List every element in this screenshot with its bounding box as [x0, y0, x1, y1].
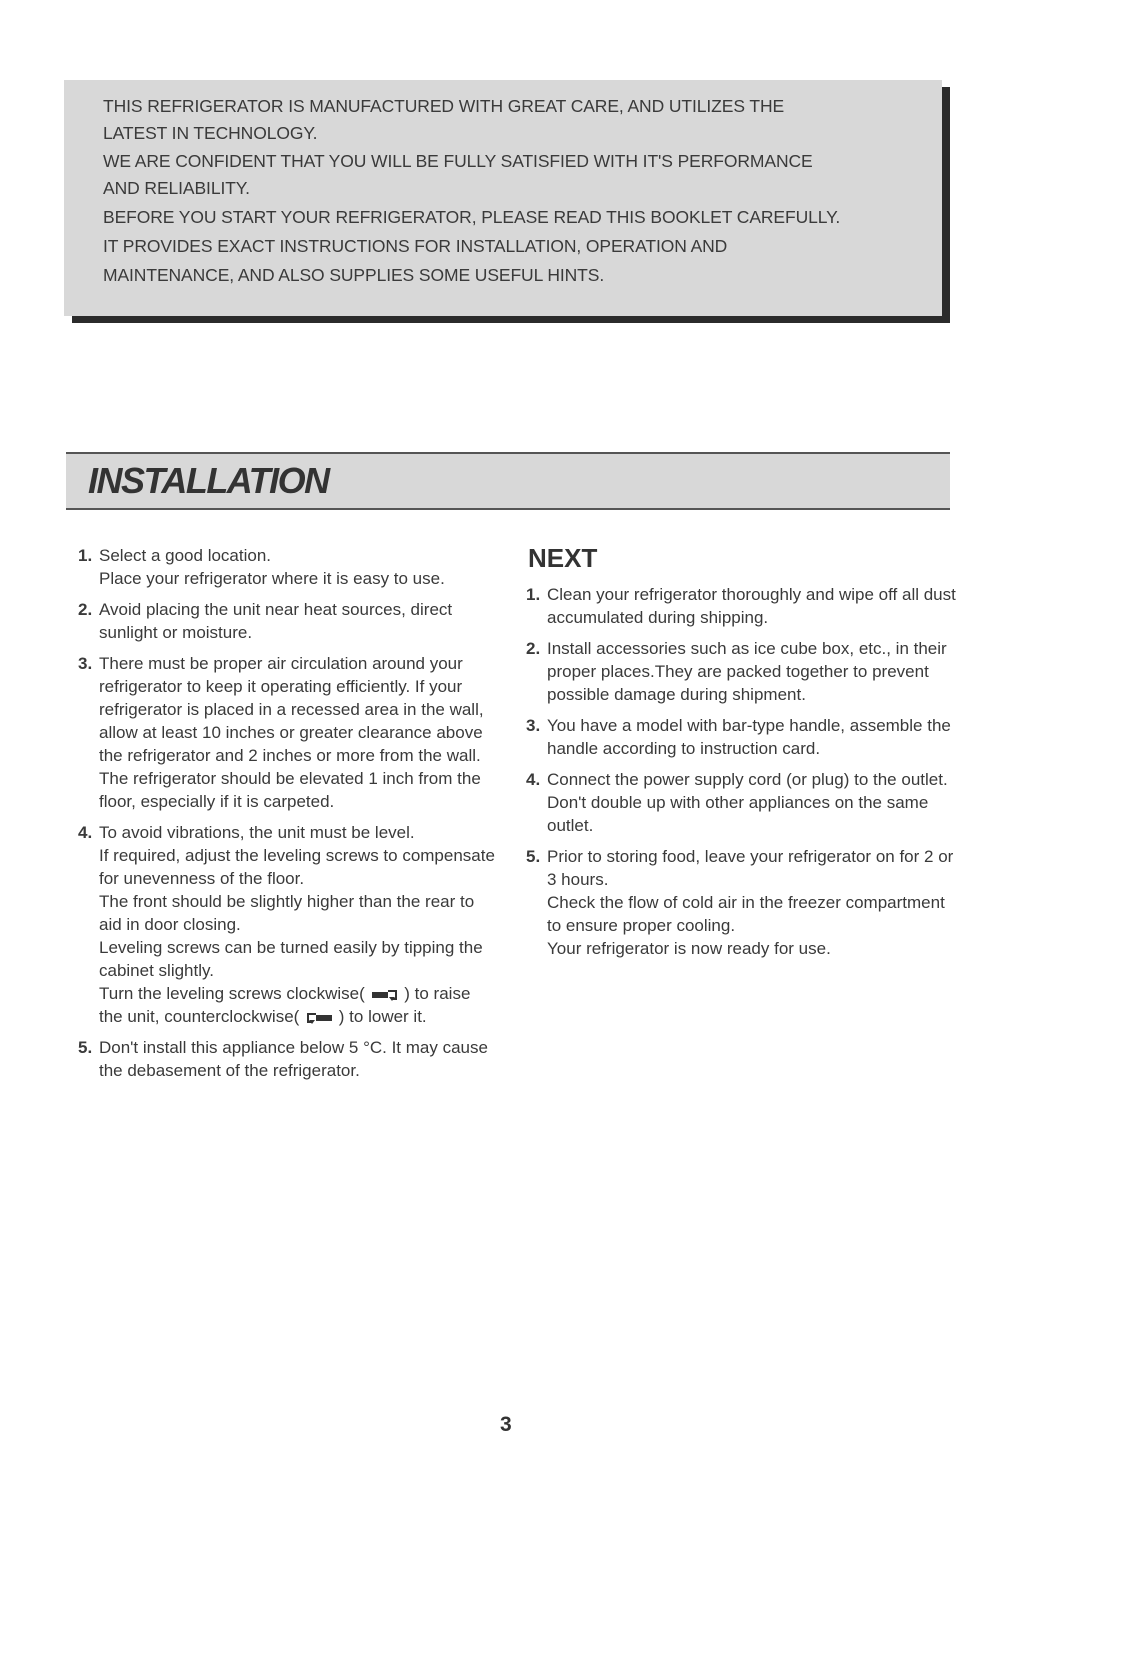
item-number: 4. [78, 823, 93, 842]
intro-line: BEFORE YOU START YOUR REFRIGERATOR, PLEASE READ THIS BOOKLET CAREFULLY. [103, 207, 841, 227]
section-header [66, 452, 950, 510]
installation-steps [78, 544, 498, 1082]
item-text: To avoid vibrations, the unit must be level. If required, adjust the leveling screws to compensate for unevenness of the floor. The front should be slightly higher than the rear to aid in door closing. Leveling screws can be turned easily by tipping the cabinet slightly. [99, 823, 495, 980]
item-text: Turn the leveling screws clockwise( [99, 984, 365, 1003]
clockwise-arrow-icon [370, 988, 400, 1002]
list-item [526, 583, 956, 629]
item-text: Avoid placing the unit near heat sources, direct sunlight or moisture. [99, 600, 453, 642]
list-item [526, 845, 956, 960]
list-item [526, 637, 956, 706]
item-number: 3. [78, 654, 93, 673]
page-number: 3 [500, 1413, 512, 1436]
item-number: 5. [526, 847, 541, 866]
item-number: 4. [526, 770, 541, 789]
intro-line: WE ARE CONFIDENT THAT YOU WILL BE FULLY SATISFIED WITH IT'S PERFORMANCE [103, 151, 813, 171]
item-text: Don't install this appliance below 5 °C. It may cause the debasement of the refrigerator. [99, 1038, 488, 1080]
list-item [78, 821, 498, 1028]
item-number: 3. [526, 716, 541, 735]
item-text: Select a good location. Place your refrigerator where it is easy to use. [99, 546, 445, 588]
item-text: You have a model with bar-type handle, assemble the handle according to instruction card. [547, 716, 951, 758]
intro-line: LATEST IN TECHNOLOGY. [103, 123, 318, 143]
item-number: 2. [78, 600, 93, 619]
item-text: Connect the power supply cord (or plug) to the outlet. Don't double up with other appliances on the same outlet. [547, 770, 948, 835]
list-item [78, 652, 498, 813]
intro-line: IT PROVIDES EXACT INSTRUCTIONS FOR INSTALLATION, OPERATION AND [103, 236, 728, 256]
item-text: Clean your refrigerator thoroughly and wipe off all dust accumulated during shipping. [547, 585, 956, 627]
next-heading: NEXT [528, 543, 598, 573]
list-item [78, 598, 498, 644]
intro-line: THIS REFRIGERATOR IS MANUFACTURED WITH GREAT CARE, AND UTILIZES THE [103, 96, 785, 116]
next-steps [526, 583, 956, 960]
list-item [78, 544, 498, 590]
item-number: 1. [526, 585, 541, 604]
item-number: 2. [526, 639, 541, 658]
counterclockwise-arrow-icon [304, 1011, 334, 1025]
list-item [526, 714, 956, 760]
item-text: ) to raise the unit, counterclockwise( [99, 984, 471, 1026]
intro-notice-box [64, 80, 942, 316]
list-item [78, 1036, 498, 1082]
intro-line: MAINTENANCE, AND ALSO SUPPLIES SOME USEFUL HINTS. [103, 265, 605, 285]
section-title: INSTALLATION [88, 460, 329, 501]
list-item [526, 768, 956, 837]
item-text: ) to lower it. [338, 1007, 427, 1026]
intro-line: AND RELIABILITY. [103, 178, 250, 198]
item-text: Prior to storing food, leave your refrigerator on for 2 or 3 hours. Check the flow of cold air in the freezer compartment to ensure proper cooling. Your refrigerator is now ready for use. [547, 847, 954, 958]
item-text: Install accessories such as ice cube box, etc., in their proper places.They are packed together to prevent possible damage during shipment. [547, 639, 947, 704]
item-number: 1. [78, 546, 93, 565]
item-number: 5. [78, 1038, 93, 1057]
item-text: There must be proper air circulation around your refrigerator to keep it operating efficiently. If your refrigerator is placed in a recessed area in the wall, allow at least 10 inches or greater clearance above the refrigerator and 2 inches or more from the wall. The refrigerator should be elevated 1 inch from the floor, especially if it is carpeted. [99, 654, 484, 811]
